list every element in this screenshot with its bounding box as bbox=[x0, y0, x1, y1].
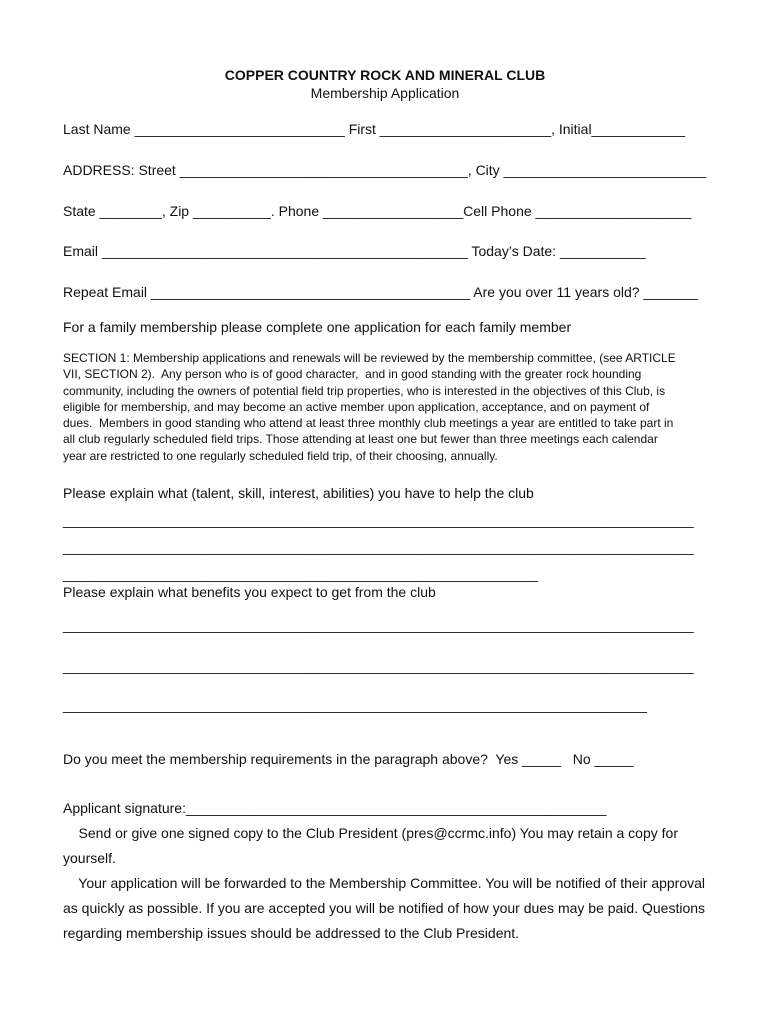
section-1-line: community, including the owners of potential field trip properties, who is interested in the objectives of this Club, is bbox=[63, 383, 666, 398]
send-copy-instruction-cont: yourself. bbox=[63, 850, 116, 866]
form-subtitle: Membership Application bbox=[310, 85, 460, 101]
family-membership-note: For a family membership please complete one application for each family member bbox=[63, 319, 572, 335]
club-title: COPPER COUNTRY ROCK AND MINERAL CLUB bbox=[224, 67, 546, 83]
section-1-line: dues. Members in good standing who attend at least three monthly club meetings a year are entitled to take part in bbox=[63, 416, 674, 431]
repeat-email-age-line[interactable]: Repeat Email _________________________________________ Are you over 11 years old? _______ bbox=[63, 284, 698, 300]
benefits-question: Please explain what benefits you expect to get from the club bbox=[63, 584, 436, 600]
send-copy-instruction: Send or give one signed copy to the Club President (pres@ccrmc.info) You may retain a copy for bbox=[63, 825, 678, 841]
section-1-line: SECTION 1: Membership applications and renewals will be reviewed by the membership committee, (see ARTICLE bbox=[63, 351, 676, 365]
benefits-answer-blank[interactable]: _________________________________________________________________________________ bbox=[63, 617, 694, 633]
section-1-paragraph bbox=[63, 350, 708, 464]
talent-question: Please explain what (talent, skill, interest, abilities) you have to help the club bbox=[63, 485, 534, 501]
name-fields-line[interactable]: Last Name ___________________________ First ______________________, Initial____________ bbox=[63, 121, 685, 137]
talent-answer-blank[interactable]: _________________________________________________________________________________ bbox=[63, 512, 694, 528]
forwarding-note-cont: regarding membership issues should be addressed to the Club President. bbox=[63, 925, 520, 941]
address-fields-line[interactable]: ADDRESS: Street _____________________________________, City __________________________ bbox=[63, 162, 707, 178]
section-1-line: all club regularly scheduled field trips. Those attending at least one but fewer than three meetings each calendar bbox=[63, 432, 658, 447]
section-1-line: VII, SECTION 2). Any person who is of good character, and in good standing with the greater rock hounding bbox=[63, 367, 642, 382]
section-1-line: eligible for membership, and may become an active member upon application, acceptance, and on payment of bbox=[63, 399, 650, 414]
requirements-question[interactable]: Do you meet the membership requirements in the paragraph above? Yes _____ No _____ bbox=[63, 751, 634, 767]
applicant-signature-line[interactable]: Applicant signature:______________________________________________________ bbox=[63, 800, 607, 816]
talent-answer-blank[interactable]: _____________________________________________________________ bbox=[63, 566, 538, 582]
email-date-line[interactable]: Email _______________________________________________ Today’s Date: ___________ bbox=[63, 243, 646, 259]
forwarding-note: Your application will be forwarded to the Membership Committee. You will be notified of their approval bbox=[63, 875, 706, 891]
benefits-answer-blank[interactable]: ___________________________________________________________________________ bbox=[63, 697, 647, 713]
benefits-answer-blank[interactable]: _________________________________________________________________________________ bbox=[63, 658, 694, 674]
forwarding-note-cont: as quickly as possible. If you are accepted you will be notified of how your dues may be paid. Questions bbox=[63, 900, 706, 916]
state-zip-phone-line[interactable]: State ________, Zip __________. Phone __________________Cell Phone ____________________ bbox=[63, 203, 692, 219]
talent-answer-blank[interactable]: _________________________________________________________________________________ bbox=[63, 539, 694, 555]
section-1-line: year are restricted to one regularly scheduled field trip, of their choosing, annually. bbox=[63, 448, 498, 463]
